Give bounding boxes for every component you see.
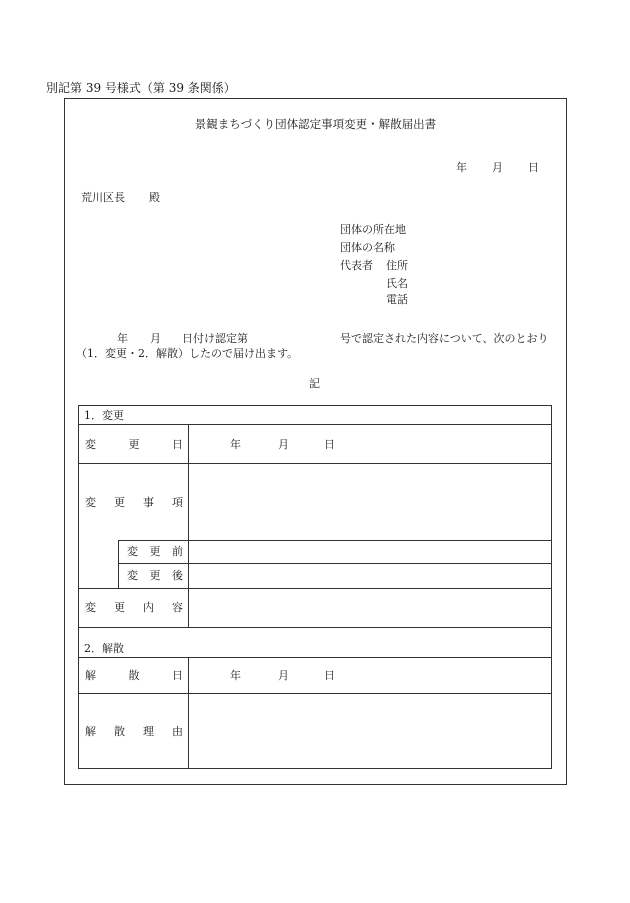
- table-line: [78, 588, 552, 589]
- change-date-year: 年: [230, 438, 241, 451]
- form-table: [78, 405, 552, 769]
- representative-label: 代表者: [340, 259, 373, 272]
- label-char: 更: [149, 545, 161, 558]
- addressee-name: 荒川区長: [81, 191, 125, 204]
- change-after-label: [127, 570, 183, 581]
- label-char: 変: [85, 438, 96, 451]
- dissolution-date-year: 年: [230, 669, 241, 682]
- label-char: 変: [127, 545, 138, 558]
- label-char: 更: [114, 601, 125, 614]
- label-char: 更: [149, 569, 161, 582]
- ki-heading: 記: [309, 377, 320, 390]
- form-number: 別記第 39 号様式（第 39 条関係）: [46, 81, 236, 95]
- body-line1-tail: 号で認定された内容について、次のとおり: [340, 332, 549, 345]
- representative-phone-label: 電話: [386, 293, 408, 306]
- change-date-month: 月: [278, 438, 289, 451]
- label-char: 解: [85, 725, 96, 738]
- body-line2: （1．変更・2．解散）したので届け出ます。: [76, 347, 299, 360]
- dissolution-section-title: 2．解散: [84, 642, 124, 655]
- label-char: 日: [172, 438, 183, 451]
- change-date-day: 日: [324, 438, 335, 451]
- table-line: [78, 627, 552, 628]
- label-char: 由: [172, 725, 183, 738]
- label-char: 変: [85, 496, 96, 509]
- label-char: 日: [172, 669, 183, 682]
- dissolution-date-month: 月: [278, 669, 289, 682]
- table-line: [188, 424, 189, 627]
- representative-address-label: 住所: [386, 259, 408, 272]
- change-content-label: [85, 602, 183, 613]
- label-char: 内: [143, 601, 154, 614]
- change-section-title: 1．変更: [84, 409, 124, 422]
- applicant-location-label: 団体の所在地: [340, 223, 406, 236]
- addressee-honorific: 殿: [149, 191, 160, 204]
- change-date-label: [85, 439, 183, 450]
- table-line: [78, 693, 552, 694]
- table-line: [78, 463, 552, 464]
- label-char: 前: [172, 545, 183, 558]
- table-line: [118, 540, 119, 588]
- dissolution-reason-label: [85, 726, 183, 737]
- body-month-label: 月: [150, 332, 161, 345]
- body-line1-mid: 日付け認定第: [182, 332, 248, 345]
- representative-name-label: 氏名: [386, 277, 408, 290]
- table-line: [118, 540, 552, 541]
- date-month-label: 月: [492, 161, 503, 174]
- change-before-label: [127, 546, 183, 557]
- table-line: [118, 563, 552, 564]
- label-char: 散: [128, 669, 140, 682]
- label-char: 容: [172, 601, 183, 614]
- document-title: 景観まちづくり団体認定事項変更・解散届出書: [194, 117, 437, 131]
- change-items-label: [85, 497, 183, 508]
- table-line: [78, 424, 552, 425]
- dissolution-date-label: [85, 670, 183, 681]
- applicant-name-label: 団体の名称: [340, 241, 395, 254]
- dissolution-date-day: 日: [324, 669, 335, 682]
- label-char: 更: [114, 496, 125, 509]
- table-line: [188, 657, 189, 769]
- table-line: [78, 657, 552, 658]
- body-year-label: 年: [117, 332, 128, 345]
- label-char: 解: [85, 669, 96, 682]
- date-day-label: 日: [528, 161, 539, 174]
- label-char: 後: [172, 569, 183, 582]
- label-char: 更: [128, 438, 140, 451]
- label-char: 理: [143, 725, 154, 738]
- label-char: 散: [114, 725, 125, 738]
- label-char: 事: [143, 496, 154, 509]
- label-char: 変: [85, 601, 96, 614]
- date-year-label: 年: [456, 161, 467, 174]
- label-char: 変: [127, 569, 138, 582]
- label-char: 項: [172, 496, 183, 509]
